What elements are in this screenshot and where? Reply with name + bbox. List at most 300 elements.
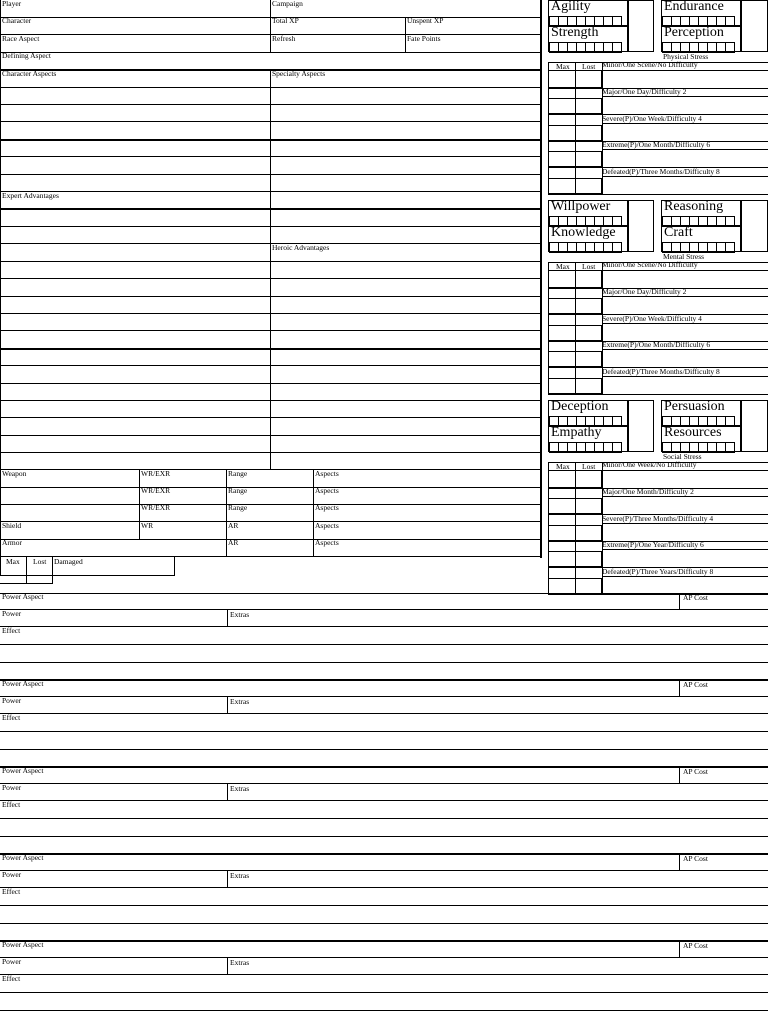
aspect-line-left[interactable] [0,348,270,365]
power-label: Power [2,957,22,966]
v-rule [602,462,603,594]
total-xp-field[interactable] [270,17,405,34]
tick-box[interactable] [717,217,726,226]
tick-box[interactable] [613,443,622,452]
stress-lost-box[interactable] [575,351,602,367]
stress-lost-box[interactable] [575,98,602,114]
aspect-line-right[interactable] [270,400,540,417]
power-aspect-field[interactable] [0,680,679,696]
ap-cost-label: AP Cost [683,941,708,950]
aspect-line-left[interactable] [0,174,270,191]
tick-box[interactable] [681,217,690,226]
tick-box[interactable] [726,243,735,252]
tick-box[interactable] [586,417,595,426]
tick-box[interactable] [672,243,681,252]
stress-lost-box[interactable] [575,525,602,541]
tick-box[interactable] [663,417,672,426]
aspect-line-left[interactable] [0,400,270,417]
tick-box[interactable] [663,243,672,252]
aspect-line-left[interactable] [0,330,270,348]
power-aspect-label: Power Aspect [2,853,44,862]
extras-field[interactable] [227,870,768,887]
effect-label: Effect [2,887,21,896]
attr-2-rt: Persuasion [664,399,725,414]
tick-box[interactable] [726,443,735,452]
stress-row-label: Minor/One Week/No Difficulty [602,460,697,469]
aspect-line-right[interactable] [270,104,540,121]
player-field[interactable] [0,0,270,17]
power-aspect-field[interactable] [0,941,679,957]
stress-max-box[interactable] [548,98,576,114]
tick-box[interactable] [604,243,613,252]
aspect-line-right[interactable] [270,452,540,469]
h-rule [602,176,768,177]
tick-box[interactable] [559,417,568,426]
fate-points-field[interactable] [405,34,540,52]
ap-cost-field[interactable] [680,767,768,783]
attr-0-rt: Endurance [664,0,724,14]
aspect-line-left[interactable] [0,278,270,296]
tick-box[interactable] [708,417,717,426]
armor-lost-label: Lost [33,557,47,566]
armor-max-label: Max [6,557,20,566]
tick-box[interactable] [613,43,622,52]
tick-box[interactable] [586,443,595,452]
power-label: Power [2,696,22,705]
tick-box[interactable] [577,417,586,426]
power-label: Power [2,783,22,792]
tick-box[interactable] [595,417,604,426]
stress-lost-box[interactable] [575,578,602,594]
aspect-line-left[interactable] [0,226,270,243]
h-rule [0,469,540,470]
h-rule [602,349,768,350]
stress-lost-box[interactable] [575,325,602,341]
v-rule [0,556,1,576]
tick-box[interactable] [717,243,726,252]
tick-box[interactable] [550,17,559,26]
stress-title: Social Stress [663,452,702,461]
power-aspect-field[interactable] [0,854,679,870]
aspect-line-left[interactable] [0,191,270,208]
tick-box[interactable] [726,417,735,426]
aspect-line-left[interactable] [0,156,270,174]
extras-label: Extras [230,610,250,619]
player-label: Player [2,0,22,8]
race-aspect-field[interactable] [0,34,270,52]
tick-box[interactable] [550,217,559,226]
effect-field[interactable] [0,626,768,680]
v-rule [548,262,549,394]
h-rule [602,376,768,377]
effect-label: Effect [2,713,21,722]
tick-box[interactable] [559,17,568,26]
tick-box[interactable] [550,417,559,426]
tick-box[interactable] [681,243,690,252]
aspect-line-left[interactable] [0,365,270,383]
stress-lost-box[interactable] [575,178,602,194]
aspect-line-right[interactable] [270,121,540,139]
unspent-xp-field[interactable] [405,17,540,34]
tick-box[interactable] [568,243,577,252]
h-rule [0,1010,768,1011]
extras-field[interactable] [227,609,768,626]
tick-box[interactable] [568,417,577,426]
stress-title: Physical Stress [663,52,709,61]
tick-box[interactable] [604,17,613,26]
aspect-line-right[interactable] [270,365,540,383]
aspect-line-right[interactable] [270,278,540,296]
tick-box[interactable] [708,243,717,252]
v-rule [26,556,27,584]
stress-max-box[interactable] [548,325,576,341]
stress-max-box[interactable] [548,270,576,288]
tick-box[interactable] [550,443,559,452]
effect-field[interactable] [0,974,768,1028]
stress-lost-box[interactable] [575,270,602,288]
aspect-line-right[interactable] [270,435,540,452]
effect-field[interactable] [0,800,768,854]
stress-max-box[interactable] [548,525,576,541]
attr-2-rb: Resources [664,425,722,440]
extras-field[interactable] [227,957,768,974]
tick-box[interactable] [699,243,708,252]
tick-box[interactable] [586,243,595,252]
character-field[interactable] [0,17,270,34]
tick-box[interactable] [586,217,595,226]
rating-box[interactable] [741,200,768,252]
tick-box[interactable] [681,417,690,426]
rating-box[interactable] [628,200,654,252]
aspect-line-right[interactable] [270,417,540,435]
armor-label: Armor [2,538,22,547]
stress-row-label: Defeated(P)/Three Years/Difficulty 8 [602,567,714,576]
power-field[interactable] [0,696,227,713]
attr-1-rt: Reasoning [664,199,724,214]
tick-box[interactable] [690,417,699,426]
aspect-line-left[interactable] [0,261,270,278]
stress-lost-box[interactable] [575,498,602,514]
ap-cost-field[interactable] [680,854,768,870]
attr-0-lt: Agility [551,0,591,14]
tick-box[interactable] [604,217,613,226]
stress-lost-box[interactable] [575,551,602,567]
stress-lost-box[interactable] [575,70,602,88]
aspect-line-right[interactable] [270,69,540,87]
aspect-line-left[interactable] [0,296,270,313]
stress-lost-label: Lost [582,262,596,271]
stress-max-box[interactable] [548,578,576,594]
aspect-line-left[interactable] [0,121,270,139]
rating-box[interactable] [628,0,654,52]
aspect-line-left[interactable] [0,313,270,330]
stress-max-box[interactable] [548,351,576,367]
h-rule [602,496,768,497]
stress-row-label: Minor/One Scene/No Difficulty [602,260,698,269]
stress-row-label: Minor/One Scene/No Difficulty [602,60,698,69]
tick-box[interactable] [681,43,690,52]
stress-max-box[interactable] [548,378,576,394]
tick-box[interactable] [672,417,681,426]
tick-box[interactable] [690,217,699,226]
aspect-line-right[interactable] [270,313,540,330]
tick-box[interactable] [672,43,681,52]
v-rule [602,62,603,194]
effect-label: Effect [2,974,21,983]
extras-field[interactable] [227,783,768,800]
h-rule [0,504,540,505]
stress-row-label: Severe(P)/One Week/Difficulty 4 [602,314,702,323]
stress-max-box[interactable] [548,125,576,141]
power-field[interactable] [0,609,227,626]
stress-lost-label: Lost [582,62,596,71]
stress-row-label: Severe(P)/Three Months/Difficulty 4 [602,514,714,523]
rating-box[interactable] [741,400,768,452]
tick-box[interactable] [604,43,613,52]
tick-box[interactable] [708,217,717,226]
race-aspect-label: Race Aspect [2,34,40,43]
aspect-line-right[interactable] [270,208,540,226]
tick-box[interactable] [681,17,690,26]
tick-box[interactable] [699,417,708,426]
aspect-line-right[interactable] [270,348,540,365]
tick-box[interactable] [550,243,559,252]
stress-row-label: Defeated(P)/Three Months/Difficulty 8 [602,367,720,376]
aspect-line-right[interactable] [270,261,540,278]
effect-field[interactable] [0,887,768,941]
stress-max-label: Max [556,262,570,271]
skill-ticks [549,416,622,427]
power-aspect-field[interactable] [0,767,679,783]
tick-box[interactable] [663,217,672,226]
h-rule [548,194,768,195]
tick-box[interactable] [586,17,595,26]
tick-box[interactable] [586,43,595,52]
weapon-aspects-label: Aspects [315,469,339,478]
tick-box[interactable] [595,217,604,226]
tick-box[interactable] [577,243,586,252]
shield-wr-label: WR [141,521,154,530]
tick-box[interactable] [699,43,708,52]
h-rule [602,149,768,150]
power-field[interactable] [0,957,227,974]
skill-ticks [662,216,735,227]
tick-box[interactable] [568,17,577,26]
tick-box[interactable] [717,443,726,452]
tick-box[interactable] [663,17,672,26]
tick-box[interactable] [726,17,735,26]
tick-box[interactable] [726,43,735,52]
h-rule [602,470,768,471]
tick-box[interactable] [577,443,586,452]
v-rule [575,462,576,594]
skill-ticks [662,416,735,427]
aspect-line-left[interactable] [0,139,270,156]
attr-0-rb: Perception [664,25,724,40]
tick-box[interactable] [690,443,699,452]
tick-box[interactable] [577,217,586,226]
tick-box[interactable] [690,17,699,26]
tick-box[interactable] [663,443,672,452]
h-rule [602,270,768,271]
shield-label: Shield [2,521,22,530]
tick-box[interactable] [577,17,586,26]
stress-max-box[interactable] [548,70,576,88]
specialty-aspects-label: Specialty Aspects [272,69,326,78]
stress-max-box[interactable] [548,178,576,194]
rating-box[interactable] [741,0,768,52]
tick-box[interactable] [672,443,681,452]
refresh-field[interactable] [270,34,405,52]
tick-box[interactable] [717,17,726,26]
power-field[interactable] [0,783,227,800]
character-label: Character [2,16,32,25]
aspect-line-right[interactable] [270,156,540,174]
shield-aspects-label: Aspects [315,521,339,530]
h-rule [0,539,540,540]
stress-max-box[interactable] [548,551,576,567]
v-rule [575,62,576,194]
aspect-line-right[interactable] [270,87,540,104]
v-rule [226,469,227,556]
tick-box[interactable] [613,417,622,426]
wr-exr-label: WR/EXR [141,486,171,495]
armor-ar-label: AR [228,538,239,547]
defining-aspect-field[interactable] [0,52,540,69]
aspect-line-left[interactable] [0,452,270,469]
tick-box[interactable] [672,17,681,26]
stress-lost-box[interactable] [575,125,602,141]
ap-cost-field[interactable] [680,941,768,957]
tick-box[interactable] [604,443,613,452]
ap-cost-label: AP Cost [683,767,708,776]
aspect-line-right[interactable] [270,330,540,348]
stress-lost-box[interactable] [575,298,602,314]
tick-box[interactable] [699,17,708,26]
tick-box[interactable] [708,43,717,52]
ap-cost-field[interactable] [680,680,768,696]
tick-box[interactable] [726,217,735,226]
stress-lost-box[interactable] [575,470,602,488]
tick-box[interactable] [559,443,568,452]
tick-box[interactable] [717,43,726,52]
tick-box[interactable] [604,417,613,426]
aspect-line-left[interactable] [0,104,270,121]
aspect-line-left[interactable] [0,243,270,261]
tick-box[interactable] [672,217,681,226]
stress-max-box[interactable] [548,151,576,167]
ap-cost-label: AP Cost [683,854,708,863]
tick-box[interactable] [595,243,604,252]
aspect-line-right[interactable] [270,383,540,400]
tick-box[interactable] [613,17,622,26]
tick-box[interactable] [595,43,604,52]
h-rule [602,96,768,97]
v-rule [313,469,314,556]
tick-box[interactable] [577,43,586,52]
tick-box[interactable] [699,217,708,226]
tick-box[interactable] [568,217,577,226]
rating-box[interactable] [628,400,654,452]
aspect-line-left[interactable] [0,69,270,87]
extras-label: Extras [230,871,250,880]
aspect-line-left[interactable] [0,417,270,435]
tick-box[interactable] [690,243,699,252]
power-aspect-field[interactable] [0,593,679,609]
h-rule [602,549,768,550]
stress-max-label: Max [556,462,570,471]
tick-box[interactable] [559,217,568,226]
extras-field[interactable] [227,696,768,713]
extras-label: Extras [230,697,250,706]
skill-ticks [549,16,622,27]
tick-box[interactable] [663,43,672,52]
v-rule [548,62,549,194]
aspect-line-right[interactable] [270,139,540,156]
aspect-line-right[interactable] [270,191,540,208]
tick-box[interactable] [613,243,622,252]
skill-ticks [662,16,735,27]
tick-box[interactable] [699,443,708,452]
h-rule [602,123,768,124]
tick-box[interactable] [559,43,568,52]
expert-advantages-label: Expert Advantages [2,191,59,200]
tick-box[interactable] [708,443,717,452]
aspect-line-right[interactable] [270,243,540,261]
ap-cost-label: AP Cost [683,593,708,602]
stress-max-box[interactable] [548,298,576,314]
stress-lost-box[interactable] [575,151,602,167]
stress-max-box[interactable] [548,498,576,514]
tick-box[interactable] [613,217,622,226]
tick-box[interactable] [717,417,726,426]
tick-box[interactable] [559,243,568,252]
ap-cost-field[interactable] [680,593,768,609]
stress-lost-box[interactable] [575,378,602,394]
tick-box[interactable] [568,43,577,52]
aspect-line-right[interactable] [270,174,540,191]
h-rule [602,576,768,577]
aspect-line-right[interactable] [270,226,540,243]
weapon-aspects-label: Aspects [315,486,339,495]
aspect-line-left[interactable] [0,208,270,226]
stress-row-label: Extreme(P)/One Month/Difficulty 6 [602,140,711,149]
aspect-line-left[interactable] [0,383,270,400]
power-field[interactable] [0,870,227,887]
aspect-line-left[interactable] [0,87,270,104]
heroic-advantages-label: Heroic Advantages [272,243,330,252]
tick-box[interactable] [708,17,717,26]
tick-box[interactable] [595,443,604,452]
attr-0-lb: Strength [551,25,599,40]
range-label: Range [228,486,248,495]
aspect-line-left[interactable] [0,435,270,452]
tick-box[interactable] [568,443,577,452]
effect-field[interactable] [0,713,768,767]
tick-box[interactable] [595,17,604,26]
skill-ticks [549,216,622,227]
v-rule [52,556,53,584]
power-aspect-label: Power Aspect [2,940,44,949]
tick-box[interactable] [550,43,559,52]
campaign-field[interactable] [270,0,540,17]
stress-max-box[interactable] [548,470,576,488]
tick-box[interactable] [690,43,699,52]
tick-box[interactable] [681,443,690,452]
v-rule [548,462,549,594]
aspect-line-right[interactable] [270,296,540,313]
wr-exr-label: WR/EXR [141,469,171,478]
